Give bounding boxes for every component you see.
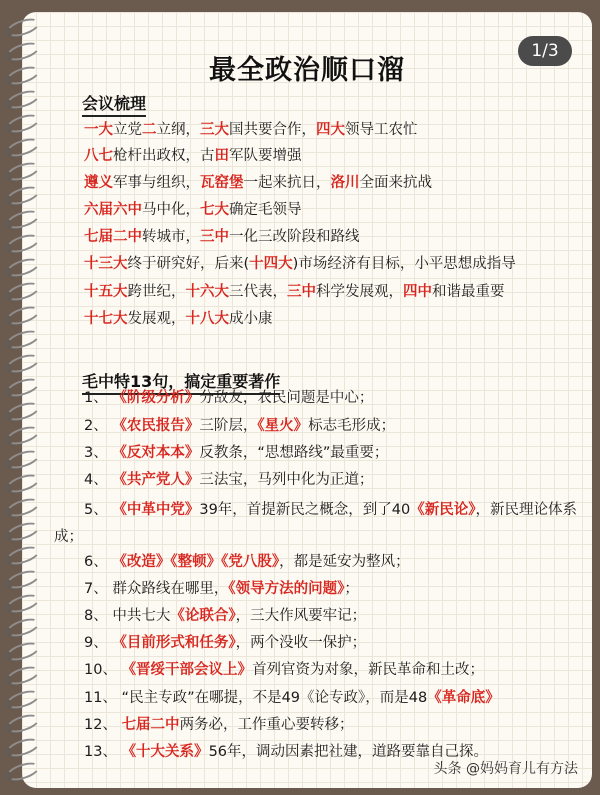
meeting-rhyme-line	[84, 146, 578, 166]
line-text: 一起来抗日，	[243, 175, 331, 191]
work-rhyme-line	[54, 497, 578, 551]
watermark-credit: 头条 @妈妈育儿有方法	[433, 761, 578, 777]
line-text: 5、	[84, 502, 113, 518]
highlighted-keyword: 《领导方法的问题》	[228, 581, 345, 597]
highlighted-keyword: 《目前形式和任务》	[112, 635, 236, 651]
spiral-ring	[5, 615, 42, 640]
line-text: 标志毛形成；	[308, 418, 396, 434]
line-text: 56年，调动因素把社建，道路要靠自己探。	[208, 744, 489, 760]
spiral-ring	[5, 327, 42, 352]
highlighted-keyword: 《晋绥干部会议上》	[121, 662, 253, 678]
work-rhyme-line	[84, 660, 578, 680]
line-text: 立纲，	[156, 122, 200, 138]
meeting-rhyme-line	[84, 173, 578, 193]
spiral-ring	[5, 231, 42, 256]
highlighted-keyword: 十七大	[84, 311, 128, 327]
spiral-ring	[5, 495, 42, 520]
line-text: 11、 “民主专政”在哪提，不是49《论专政》，而是48	[84, 690, 428, 706]
line-text: 和谐最重要	[432, 284, 505, 300]
line-text: 确定毛领导	[229, 202, 302, 218]
work-rhyme-line	[84, 715, 578, 735]
line-text: 枪杆出政权，古	[113, 148, 215, 164]
spiral-ring	[5, 303, 42, 328]
highlighted-keyword: 《整顿》	[170, 554, 222, 570]
spiral-ring	[5, 591, 42, 616]
spiral-ring	[5, 63, 42, 88]
spiral-ring	[5, 207, 42, 232]
line-text: 6、	[84, 554, 113, 570]
highlighted-keyword: 《改造》	[112, 554, 171, 570]
line-text: 2、	[84, 418, 113, 434]
work-rhyme-line	[84, 579, 578, 599]
spiral-ring	[5, 639, 42, 664]
highlighted-keyword: 八七	[84, 148, 113, 164]
spiral-ring	[5, 255, 42, 280]
line-text: 3、	[84, 445, 113, 461]
line-text: 马中化，	[142, 202, 200, 218]
meeting-rhyme-line	[84, 120, 578, 140]
line-text: 39年，首提新民之概念，到了40	[199, 502, 411, 518]
spiral-ring	[5, 543, 42, 568]
work-rhyme-line	[84, 633, 578, 653]
highlighted-keyword: 《党八股》	[221, 554, 280, 570]
line-text: 一化三改阶段和路线	[229, 229, 360, 245]
line-text: 两务必，工作重心要转移；	[179, 717, 354, 733]
meeting-rhyme-line	[84, 254, 578, 274]
line-text: 13、	[84, 744, 122, 760]
highlighted-keyword: 十三大	[84, 256, 128, 272]
spiral-ring	[5, 135, 42, 160]
line-text: ，三大作风要牢记；	[235, 608, 367, 624]
line-text: 8、 中共七大	[84, 608, 171, 624]
line-text: 9、	[84, 635, 113, 651]
line-text: ，都是延安为整风；	[279, 554, 410, 570]
highlighted-keyword: 《共产党人》	[112, 472, 200, 488]
spiral-ring	[5, 567, 42, 592]
highlighted-keyword: 《农民报告》	[112, 418, 200, 434]
spiral-ring	[5, 15, 42, 40]
work-rhyme-line	[84, 443, 578, 463]
spiral-ring	[5, 159, 42, 184]
spiral-ring	[5, 423, 42, 448]
page-title: 最全政治顺口溜	[209, 55, 405, 86]
line-text: 三代表，	[229, 284, 287, 300]
meeting-rhyme-line	[84, 200, 578, 220]
line-text: )市场经济有目标，小平思想成指导	[292, 256, 516, 272]
highlighted-keyword: 洛川	[330, 175, 360, 191]
meeting-rhyme-line	[84, 227, 578, 247]
line-text: 10、	[84, 662, 122, 678]
highlighted-keyword: 七届二中	[121, 717, 180, 733]
line-text: ；	[344, 581, 359, 597]
line-text: 4、	[84, 472, 113, 488]
line-text: 发展观，	[127, 311, 186, 327]
line-text: 终于研究好，后来(	[127, 256, 250, 272]
line-text: 全面来抗战	[359, 175, 432, 191]
line-text: ，两个没收一保护；	[235, 635, 367, 651]
highlighted-keyword: 瓦窑堡	[200, 175, 244, 191]
work-rhyme-line	[84, 688, 578, 708]
spiral-ring	[5, 711, 42, 736]
spiral-ring	[5, 351, 42, 376]
highlighted-keyword: 《革命底》	[427, 690, 500, 706]
highlighted-keyword: 七届二中	[84, 229, 142, 245]
line-text: 12、	[84, 717, 122, 733]
line-text: 反教条，“思想路线”最重要；	[199, 445, 389, 461]
meeting-rhyme-line	[84, 309, 578, 329]
work-rhyme-line	[84, 552, 578, 572]
line-text: 军队要增强	[229, 148, 302, 164]
highlighted-keyword: 《新民论》	[410, 502, 476, 518]
line-text: 国共要合作，	[229, 122, 316, 138]
line-text: 三阶层，	[199, 418, 258, 434]
page-indicator-badge[interactable]: 1/3	[518, 36, 572, 66]
highlighted-keyword: 六届六中	[84, 202, 142, 218]
section-heading-works: 毛中特13句，搞定重要著作	[82, 372, 280, 395]
line-text: 军事与组织，	[113, 175, 200, 191]
spiral-binding	[0, 20, 40, 790]
line-text: 1、	[84, 390, 113, 406]
line-text: 领导工农忙	[345, 122, 418, 138]
line-text: 三法宝，马列中化为正道；	[199, 472, 374, 488]
spiral-ring	[5, 111, 42, 136]
meeting-rhyme-line	[84, 282, 578, 302]
spiral-ring	[5, 687, 42, 712]
highlighted-keyword: 三大	[200, 122, 229, 138]
highlighted-keyword: 三中	[200, 229, 229, 245]
line-text: 转城市，	[142, 229, 200, 245]
spiral-ring	[5, 87, 42, 112]
highlighted-keyword: 《中革中党》	[112, 502, 200, 518]
highlighted-keyword: 《论联合》	[170, 608, 236, 624]
highlighted-keyword: 四大	[316, 122, 345, 138]
highlighted-keyword: 《阶级分析》	[112, 390, 200, 406]
work-rhyme-line	[84, 470, 578, 490]
work-rhyme-line	[84, 606, 578, 626]
work-rhyme-line	[84, 416, 578, 436]
spiral-ring	[5, 183, 42, 208]
highlighted-keyword: 十六大	[185, 284, 229, 300]
line-text: 立党	[113, 122, 142, 138]
highlighted-keyword: 《星火》	[257, 418, 309, 434]
spiral-ring	[5, 471, 42, 496]
notebook-page	[22, 12, 592, 788]
highlighted-keyword: 二	[142, 122, 157, 138]
highlighted-keyword: 十五大	[84, 284, 128, 300]
work-rhyme-line	[84, 388, 578, 408]
highlighted-keyword: 《十大关系》	[121, 744, 209, 760]
spiral-ring	[5, 39, 42, 64]
spiral-ring	[5, 447, 42, 472]
spiral-ring	[5, 735, 42, 760]
highlighted-keyword: 遵义	[84, 175, 113, 191]
highlighted-keyword: 十四大	[249, 256, 293, 272]
spiral-ring	[5, 375, 42, 400]
line-text: ，新民理论体系成；	[54, 502, 577, 545]
highlighted-keyword: 四中	[403, 284, 432, 300]
spiral-ring	[5, 399, 42, 424]
spiral-ring	[5, 759, 42, 784]
line-text: 首列官资为对象，新民革命和土改；	[252, 662, 485, 678]
highlighted-keyword: 一大	[84, 122, 113, 138]
highlighted-keyword: 田	[214, 148, 229, 164]
line-text: 科学发展观，	[316, 284, 403, 300]
spiral-ring	[5, 279, 42, 304]
section-heading-meetings: 会议梳理	[82, 94, 146, 117]
highlighted-keyword: 七大	[200, 202, 229, 218]
spiral-ring	[5, 519, 42, 544]
spiral-ring	[5, 663, 42, 688]
highlighted-keyword: 三中	[287, 284, 316, 300]
line-text: 7、 群众路线在哪里，	[84, 581, 229, 597]
highlighted-keyword: 《反对本本》	[112, 445, 200, 461]
highlighted-keyword: 十八大	[185, 311, 229, 327]
line-text: 跨世纪，	[127, 284, 186, 300]
line-text: 分敌友，农民问题是中心；	[199, 390, 374, 406]
line-text: 成小康	[229, 311, 273, 327]
